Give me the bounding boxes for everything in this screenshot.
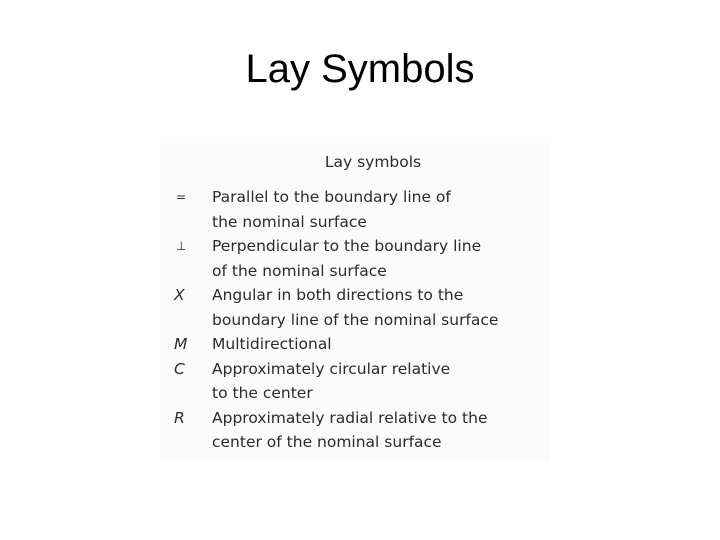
symbol-description	[212, 283, 550, 332]
description-line: to the center	[212, 384, 313, 402]
slide-title: Lay Symbols	[245, 47, 475, 91]
multidirectional-symbol: M	[174, 335, 188, 353]
description-line: Approximately radial relative to the	[212, 408, 488, 427]
symbol-description	[212, 332, 550, 357]
list-item	[160, 283, 550, 332]
list-item	[160, 185, 550, 234]
symbol-list	[160, 185, 550, 455]
list-item	[160, 234, 550, 283]
description-line: Multidirectional	[212, 335, 332, 353]
parallel-symbol: =	[176, 190, 187, 204]
list-item	[160, 332, 550, 357]
symbol-description	[212, 357, 550, 406]
description-line: the nominal surface	[212, 212, 367, 231]
symbol-description	[212, 406, 550, 455]
description-line: Approximately circular relative	[212, 359, 451, 378]
description-line: Perpendicular to the boundary line	[212, 237, 482, 255]
description-line: of the nominal surface	[212, 261, 387, 280]
symbol-description	[212, 234, 550, 283]
radial-symbol: R	[174, 408, 185, 427]
lay-symbols-figure	[160, 143, 550, 461]
angular-symbol: X	[174, 286, 185, 304]
description-line: boundary line of the nominal surface	[212, 310, 499, 329]
description-line: center of the nominal surface	[212, 433, 442, 451]
figure-heading: Lay symbols	[324, 153, 422, 171]
circular-symbol: C	[174, 359, 185, 378]
description-line: Parallel to the boundary line of	[212, 188, 451, 206]
list-item	[160, 406, 550, 455]
symbol-description	[212, 185, 550, 234]
description-line: Angular in both directions to the	[212, 286, 464, 304]
perpendicular-symbol: ⊥	[176, 239, 187, 253]
list-item	[160, 357, 550, 406]
